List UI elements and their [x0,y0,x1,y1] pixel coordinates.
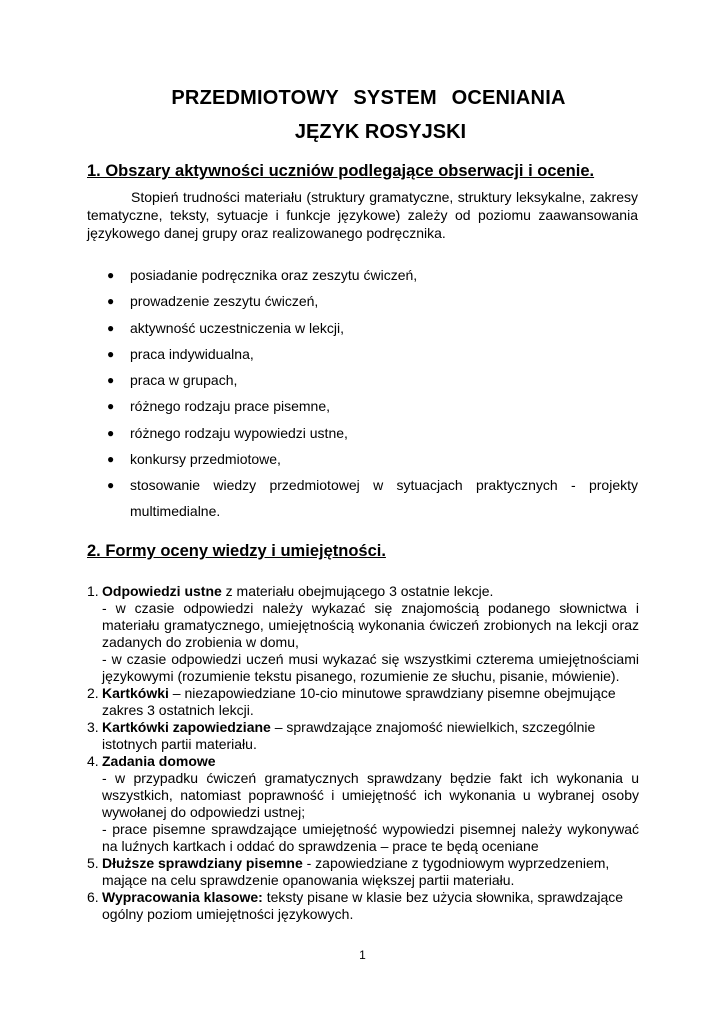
bullet-icon: ● [107,320,115,335]
bullet-icon: ● [107,452,115,467]
page-number: 1 [359,948,366,962]
item-description: z materiału obejmującego 3 ostatnie lekcje. [221,583,494,599]
item-detail: - w czasie odpowiedzi uczeń musi wykazać się wszystkimi czterema umiejętnościami językowymi (rozumienie tekstu pisanego, rozumienie ze słuchu, pisanie, mówienie). [102,651,639,684]
item-number: 5. [87,855,99,871]
numbered-item [87,889,639,923]
section-2-heading: 2. Formy oceny wiedzy i umiejętności. [87,542,386,560]
item-number: 3. [87,719,99,735]
bullet-icon: ● [107,425,115,440]
item-term: Dłuższe sprawdziany pisemne [102,855,303,871]
bullet-icon: ● [107,346,115,361]
item-term: Kartkówki [102,685,169,701]
item-description: – sprawdzające znajomość niewielkich, szczególnie istotnych partii materiału. [102,719,596,752]
document-page: PRZEDMIOTOWY SYSTEM OCENIANIA JĘZYK ROSYJSKI 1. Obszary aktywności uczniów podlegające obserwacji i ocenie. Stopień trudności materiału (struktury gramatyczne, struktury leksykalne, zakresy tematyczne, teksty, sytuacje i funkcje językowe) zależy od poziomu zaawansowania językowego danej grupy oraz realizowanego podręcznika. ● posiadanie podręcznika oraz zeszytu ćwiczeń, ● prowadzenie zeszytu ćwiczeń, ● aktywność uczestniczenia w lekcji, ● praca indywidualna, ● praca w grupach, ● różnego rodzaju prace pisemne, ● różnego rodzaju wypowiedzi ustne, ● konkursy przedmiotowe, ● stosowanie wiedzy przedmiotowej w sytuacjach praktycznych - projekty multimedialne. 2. Formy oceny wiedzy i umiejętności. 1. Odpowiedzi ustne z materiału obejmującego 3 ostatnie lekcje. - w czasie odpowiedzi należy wykazać się znajomością podanego słownictwa i materiału gramatycznego, umiejętnością wykonania ćwiczeń zrobionych na lekcji oraz zadanych do zrobienia w domu, - w czasie odpowiedzi uczeń musi wykazać się wszystkimi czterema umiejętnościami językowymi (rozumienie tekstu pisanego, rozumienie ze słuchu, pisanie, mówienie). 2. Kartkówki – niezapowiedziane 10-cio minutowe sprawdziany pisemne obejmujące zakres 3 ostatnich lekcji. 3. Kartkówki zapowiedziane – sprawdzające znajomość niewielkich, szczególnie istotnych partii materiału. 4. Zadania domowe - w przypadku ćwiczeń gramatycznych sprawdzany będzie fakt ich wykonania u wszystkich, natomiast poprawność i umiejętność ich wykonania u wybranej osoby wywołanej do odpowiedzi ustnej; - prace pisemne sprawdzające umiejętność wypowiedzi pisemnej należy wykonywać na luźnych kartkach i oddać do sprawdzenia – prace te będą oceniane 5. Dłuższe sprawdziany pisemne - zapowiedziane z tygodniowym wyprzedzeniem, mające na celu sprawdzenie opanowania większej partii materiału. 6. Wypracowania klasowe: teksty pisane w klasie bez użycia słownika, sprawdzające ogólny poziom umiejętności językowych. 1 [0,0,725,1024]
item-term: Zadania domowe [102,753,216,769]
item-description: - zapowiedziane z tygodniowym wyprzedzeniem, mające na celu sprawdzenie opanowania większej partii materiału. [102,855,610,888]
numbered-item [87,719,639,753]
item-detail: - prace pisemne sprawdzające umiejętność wypowiedzi pisemnej należy wykonywać na luźnych kartkach i oddać do sprawdzenia – prace te będą oceniane [102,821,639,854]
item-term: Kartkówki zapowiedziane [102,719,271,735]
section-1-heading: 1. Obszary aktywności uczniów podlegające obserwacji i ocenie. [87,162,595,180]
bullet-icon: ● [107,399,115,414]
item-number: 6. [87,889,99,905]
assessment-forms-list [87,583,639,923]
bullet-icon: ● [107,268,115,282]
numbered-item [87,583,639,685]
bullet-icon: ● [107,478,115,493]
bullet-icon: ● [107,294,115,309]
item-number: 1. [87,583,99,599]
item-detail: - w czasie odpowiedzi należy wykazać się znajomością podanego słownictwa i materiału gramatycznego, umiejętnością wykonania ćwiczeń zrobionych na lekcji oraz zadanych do zrobienia w domu, [102,600,639,650]
document-title: PRZEDMIOTOWY SYSTEM OCENIANIA [171,87,566,109]
bullet-icon: ● [107,373,115,388]
item-number: 2. [87,685,99,701]
item-description: teksty pisane w klasie bez użycia słownika, sprawdzające ogólny poziom umiejętności językowych. [102,889,624,922]
item-number: 4. [87,753,99,769]
section-1-intro: Stopień trudności materiału (struktury gramatyczne, struktury leksykalne, zakresy tematyczne, teksty, sytuacje i funkcje językowe) zależy od poziomu zaawansowania językowego danej grupy oraz realizowanego podręcznika. [87,189,638,241]
numbered-item [87,855,639,889]
numbered-item [87,685,639,719]
item-term: Wypracowania klasowe: [102,889,263,905]
item-term: Odpowiedzi ustne [102,583,222,599]
item-description: – niezapowiedziane 10-cio minutowe sprawdziany pisemne obejmujące zakres 3 ostatnich lekcji. [102,685,616,718]
numbered-item [87,753,639,855]
item-detail: - w przypadku ćwiczeń gramatycznych sprawdzany będzie fakt ich wykonania u wszystkich, natomiast poprawność i umiejętność ich wykonania u wybranej osoby wywołanej do odpowiedzi ustnej; [102,770,639,820]
document-subtitle: JĘZYK ROSYJSKI [294,121,467,143]
